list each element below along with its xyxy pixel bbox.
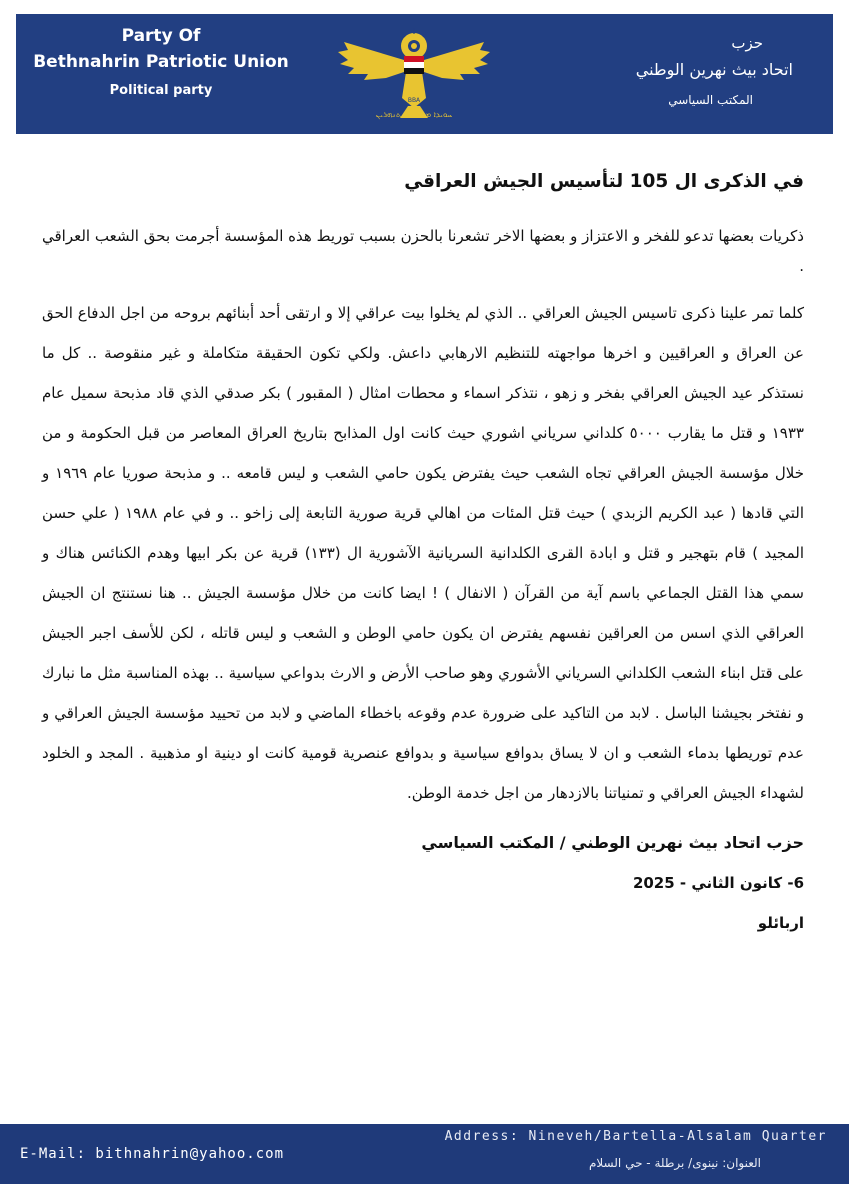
footer-email[interactable]: E-Mail: bithnahrin@yahoo.com <box>20 1146 285 1162</box>
logo-initials: BBA <box>407 97 421 104</box>
footer-address-english: Address: Nineveh/Bartella-Alsalam Quarter <box>444 1129 827 1144</box>
statement-body: كلما تمر علينا ذكرى تاسيس الجيش العراقي .. الذي لم يخلوا بيت عراقي إلا و ارتقى أحد أبنائهم بروحه من اجل الدفاع الحق عن العراق و العراقيين و اخرها مواجهته للتنظيم الارهابي داعش. ولكي تكون الحقيقة متكاملة و غير منقوصة .. كل ما نستذكر عيد الجيش العراقي بفخر و زهو ، نتذكر اسماء و محطات امثال ( المقبور ) بكر صدقي الذي قاد مذبحة سميل عام ١٩٣٣ و قتل ما يقارب ٥٠٠٠ كلداني سرياني اشوري حيث كانت اول المذابح بتاريخ العراق المعاصر من قبل الحكومة و من خلال مؤسسة الجيش العراقي تجاه الشعب حيث يفترض يكون حامي الشعب و ليس قامعه .. و مذبحة صوريا عام ١٩٦٩ و التي قادها ( عبد الكريم الزبدي ) حيث قتل المئات من اهالي قرية صورية التابعة إلى زاخو .. و في عام ١٩٨٨ ( علي حسن المجيد ) قام بتهجير و قتل و ابادة القرى الكلدانية السريانية الآشورية ال (١٣٣) قرية عن بكر ابيها وهدم الكنائس هناك و سمي هذا القتل الجماعي باسم آية من القرآن ( الانفال ) ! ايضا كانت من خلال مؤسسة الجيش .. هنا نستنتج ان الجيش العراقي الذي اسس من العراقين نفسهم يفترض ان يكون حامي الوطن و الشعب و ليس قاتله ، لكن للأسف اجبر الجيش على قتل ابناء الشعب الكلداني السرياني الأشوري وهو صاحب الأرض و الارث بدواعي سياسية .. بهذه المناسبة مثل ما نبارك و نفتخر بجيشنا الباسل . لابد من التاكيد على ضرورة عدم وقوعه باخطاء الماضي و لابد من تحييد مؤسسة الجيش العراقي و عدم توريطها بدماء الشعب و ان لا يساق بدوافع سياسية و بدوافع عنصرية قومية كانت او دينية او مذهبية . المجد و الخلود لشهداء الجيش العراقي و تمنياتنا بالازدهار من اجل خدمة الوطن. <box>42 304 805 802</box>
statement-intro: ذكريات بعضها تدعو للفخر و الاعتزاز و بعضها الاخر تشعرنا بالحزن بسبب توريط هذه المؤسسة أجرمت بحق الشعب العراقي . <box>42 227 804 275</box>
statement-city: اربائلو <box>757 914 804 932</box>
party-type-en: Political party <box>109 83 213 98</box>
statement-date: 6- كانون الثاني - 2025 <box>632 874 804 892</box>
party-name-ar-line2: اتحاد بيث نهرين الوطني <box>635 60 793 79</box>
letterhead-banner <box>16 14 833 134</box>
party-name-en-line2: Bethnahrin Patriotic Union <box>33 52 289 72</box>
party-name-ar-line1: حزب <box>731 34 763 52</box>
statement-title: في الذكرى ال 105 لتأسيس الجيش العراقي <box>404 171 804 192</box>
party-name-en-line1: Party Of <box>121 26 201 46</box>
statement-content <box>42 155 804 943</box>
footer-address-arabic: العنوان: نينوى/ برطلة - حي السلام <box>588 1156 761 1170</box>
party-name-arabic <box>553 32 793 114</box>
party-office-ar: المكتب السياسي <box>668 93 753 107</box>
statement-signature: حزب اتحاد بيث نهرين الوطني / المكتب السياسي <box>421 833 804 852</box>
party-name-english <box>16 24 306 106</box>
logo-script-text: ܚܘܝܕܐ ܡܬܝܐ ܕܒܝܬܢܗܪܝܢ <box>375 110 453 119</box>
letterhead-footer <box>0 1124 849 1184</box>
